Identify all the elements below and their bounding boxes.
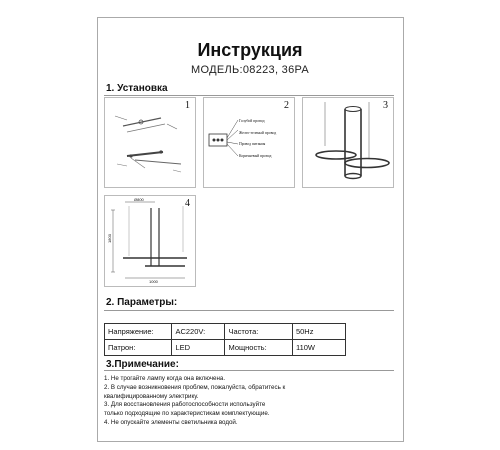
dimension-bottom: 1000 [149, 279, 158, 284]
param-label: Частота: [225, 324, 292, 340]
param-label: Напряжение: [105, 324, 172, 340]
divider [104, 370, 394, 371]
wire-label-blue: Голубой провод [239, 119, 265, 123]
param-value: 110W [292, 340, 345, 356]
divider [104, 310, 394, 311]
param-label: Мощность: [225, 340, 292, 356]
panel-step-4 [104, 195, 196, 287]
divider [104, 95, 394, 96]
doc-title: Инструкция [197, 40, 303, 60]
dimension-drawing [105, 196, 195, 286]
note-line: 3. Для восстановления работоспособности используйте [104, 401, 266, 409]
panel-step-1 [104, 97, 196, 188]
panel-step-2 [203, 97, 295, 188]
dimension-top: Ø800 [134, 197, 144, 202]
note-line: только подходящие по характеристикам комплектующие. [104, 410, 270, 418]
note-line: 4. Не опускайте элементы светильника водой. [104, 418, 238, 426]
mounting-bracket-illustration [105, 98, 195, 187]
section-params-title: 2. Параметры: [106, 297, 178, 308]
table-row [105, 324, 346, 340]
dimension-side: 1800 [106, 234, 112, 243]
pendant-rings-illustration [303, 98, 393, 187]
panel-step-3 [302, 97, 394, 188]
parameters-table [104, 323, 346, 356]
wire-label-power: Провод питания [239, 142, 266, 146]
param-label: Патрон: [105, 340, 172, 356]
section-notes-title: 3.Примечание: [106, 359, 179, 370]
note-line: 2. В случае возникновения проблем, пожалуйста, обратитесь к [104, 383, 286, 391]
param-value: LED [172, 340, 225, 356]
panel-number: 1 [185, 100, 190, 111]
wire-label-yellow-green: Желто-зеленый провод [239, 130, 277, 135]
panel-number: 4 [185, 198, 190, 209]
section-install-title: 1. Установка [106, 83, 168, 94]
table-row [105, 340, 346, 356]
param-value: 50Hz [292, 324, 345, 340]
wire-label-brown: Коричневый провод [239, 153, 272, 158]
notes-list [104, 375, 399, 428]
note-line: 1. Не трогайте лампу когда она включена. [104, 375, 226, 382]
note-line: квалифицированному электрику. [104, 392, 199, 400]
panel-number: 2 [284, 100, 289, 111]
model-number: МОДЕЛЬ:08223, 36PA [191, 64, 309, 76]
param-value: AC220V: [172, 324, 225, 340]
panel-number: 3 [383, 100, 388, 111]
